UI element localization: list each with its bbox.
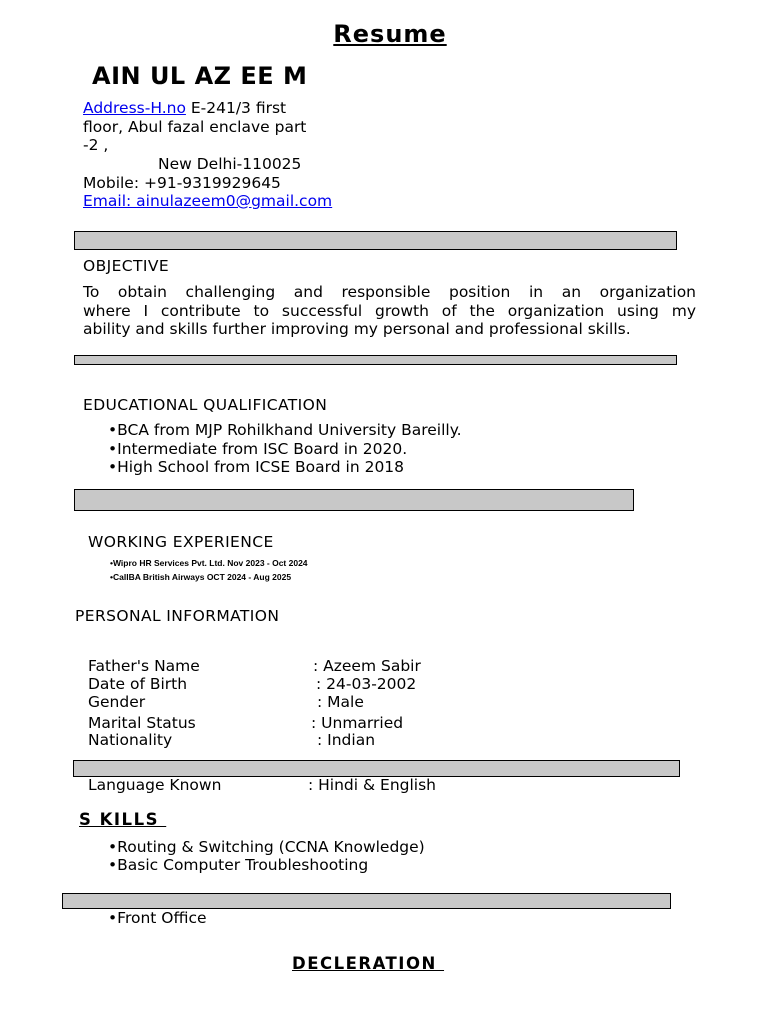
skills-heading: S KILLS [79, 810, 167, 829]
declaration-heading: DECLERATION [292, 954, 445, 973]
nationality-label: Nationality [88, 731, 173, 749]
address-line-1 [83, 99, 286, 118]
section-divider [73, 760, 680, 777]
father-name-value: : Azeem Sabir [313, 657, 421, 675]
education-item: • Intermediate from ISC Board in 2020. [108, 440, 407, 459]
experience-heading: WORKING EXPERIENCE [88, 533, 274, 551]
candidate-name: AIN UL AZ EE M [92, 62, 308, 90]
education-item: • High School from ICSE Board in 2018 [108, 458, 404, 477]
email-link[interactable]: Email: ainulazeem0@gmail.com [83, 192, 333, 210]
address-line-4: New Delhi-110025 [158, 155, 302, 173]
skill-item: • Front Office [108, 909, 207, 928]
objective-line-1: To obtain challenging and responsible position in an organization [83, 283, 696, 301]
experience-item: • Wipro HR Services Pvt. Ltd. Nov 2023 - Oct 2024 [110, 558, 308, 568]
dob-label: Date of Birth [88, 675, 188, 693]
address-value: E-241/3 first [185, 99, 287, 117]
mobile-number: Mobile: +91-9319929645 [83, 174, 281, 192]
marital-status-value: : Unmarried [311, 714, 404, 732]
address-line-2: floor, Abul fazal enclave part [83, 118, 307, 136]
personal-heading: PERSONAL INFORMATION [75, 607, 280, 625]
gender-value: : Male [317, 693, 364, 711]
section-divider [74, 489, 634, 511]
objective-heading: OBJECTIVE [83, 257, 170, 275]
father-name-label: Father's Name [88, 657, 200, 675]
education-heading: EDUCATIONAL QUALIFICATION [83, 396, 328, 414]
address-label[interactable]: Address-H.no [83, 99, 186, 117]
nationality-value: : Indian [317, 731, 376, 749]
experience-item: • CallBA British Airways OCT 2024 - Aug 2025 [110, 572, 291, 582]
gender-label: Gender [88, 693, 146, 711]
skill-item: • Basic Computer Troubleshooting [108, 856, 368, 875]
section-divider [74, 231, 677, 250]
education-item: • BCA from MJP Rohilkhand University Bareilly. [108, 421, 462, 440]
objective-line-3: ability and skills further improving my personal and professional skills. [83, 320, 631, 338]
address-line-3: -2 , [83, 136, 109, 154]
skill-item: • Routing & Switching (CCNA Knowledge) [108, 838, 425, 857]
objective-text [83, 283, 696, 339]
objective-line-2: where I contribute to successful growth of the organization using my [83, 301, 696, 320]
resume-title: Resume [333, 20, 447, 48]
dob-value: : 24-03-2002 [316, 675, 417, 693]
marital-status-label: Marital Status [88, 714, 196, 732]
section-divider [74, 355, 677, 365]
language-label: Language Known [88, 776, 222, 794]
language-value: : Hindi & English [308, 776, 436, 794]
section-divider [62, 893, 671, 909]
